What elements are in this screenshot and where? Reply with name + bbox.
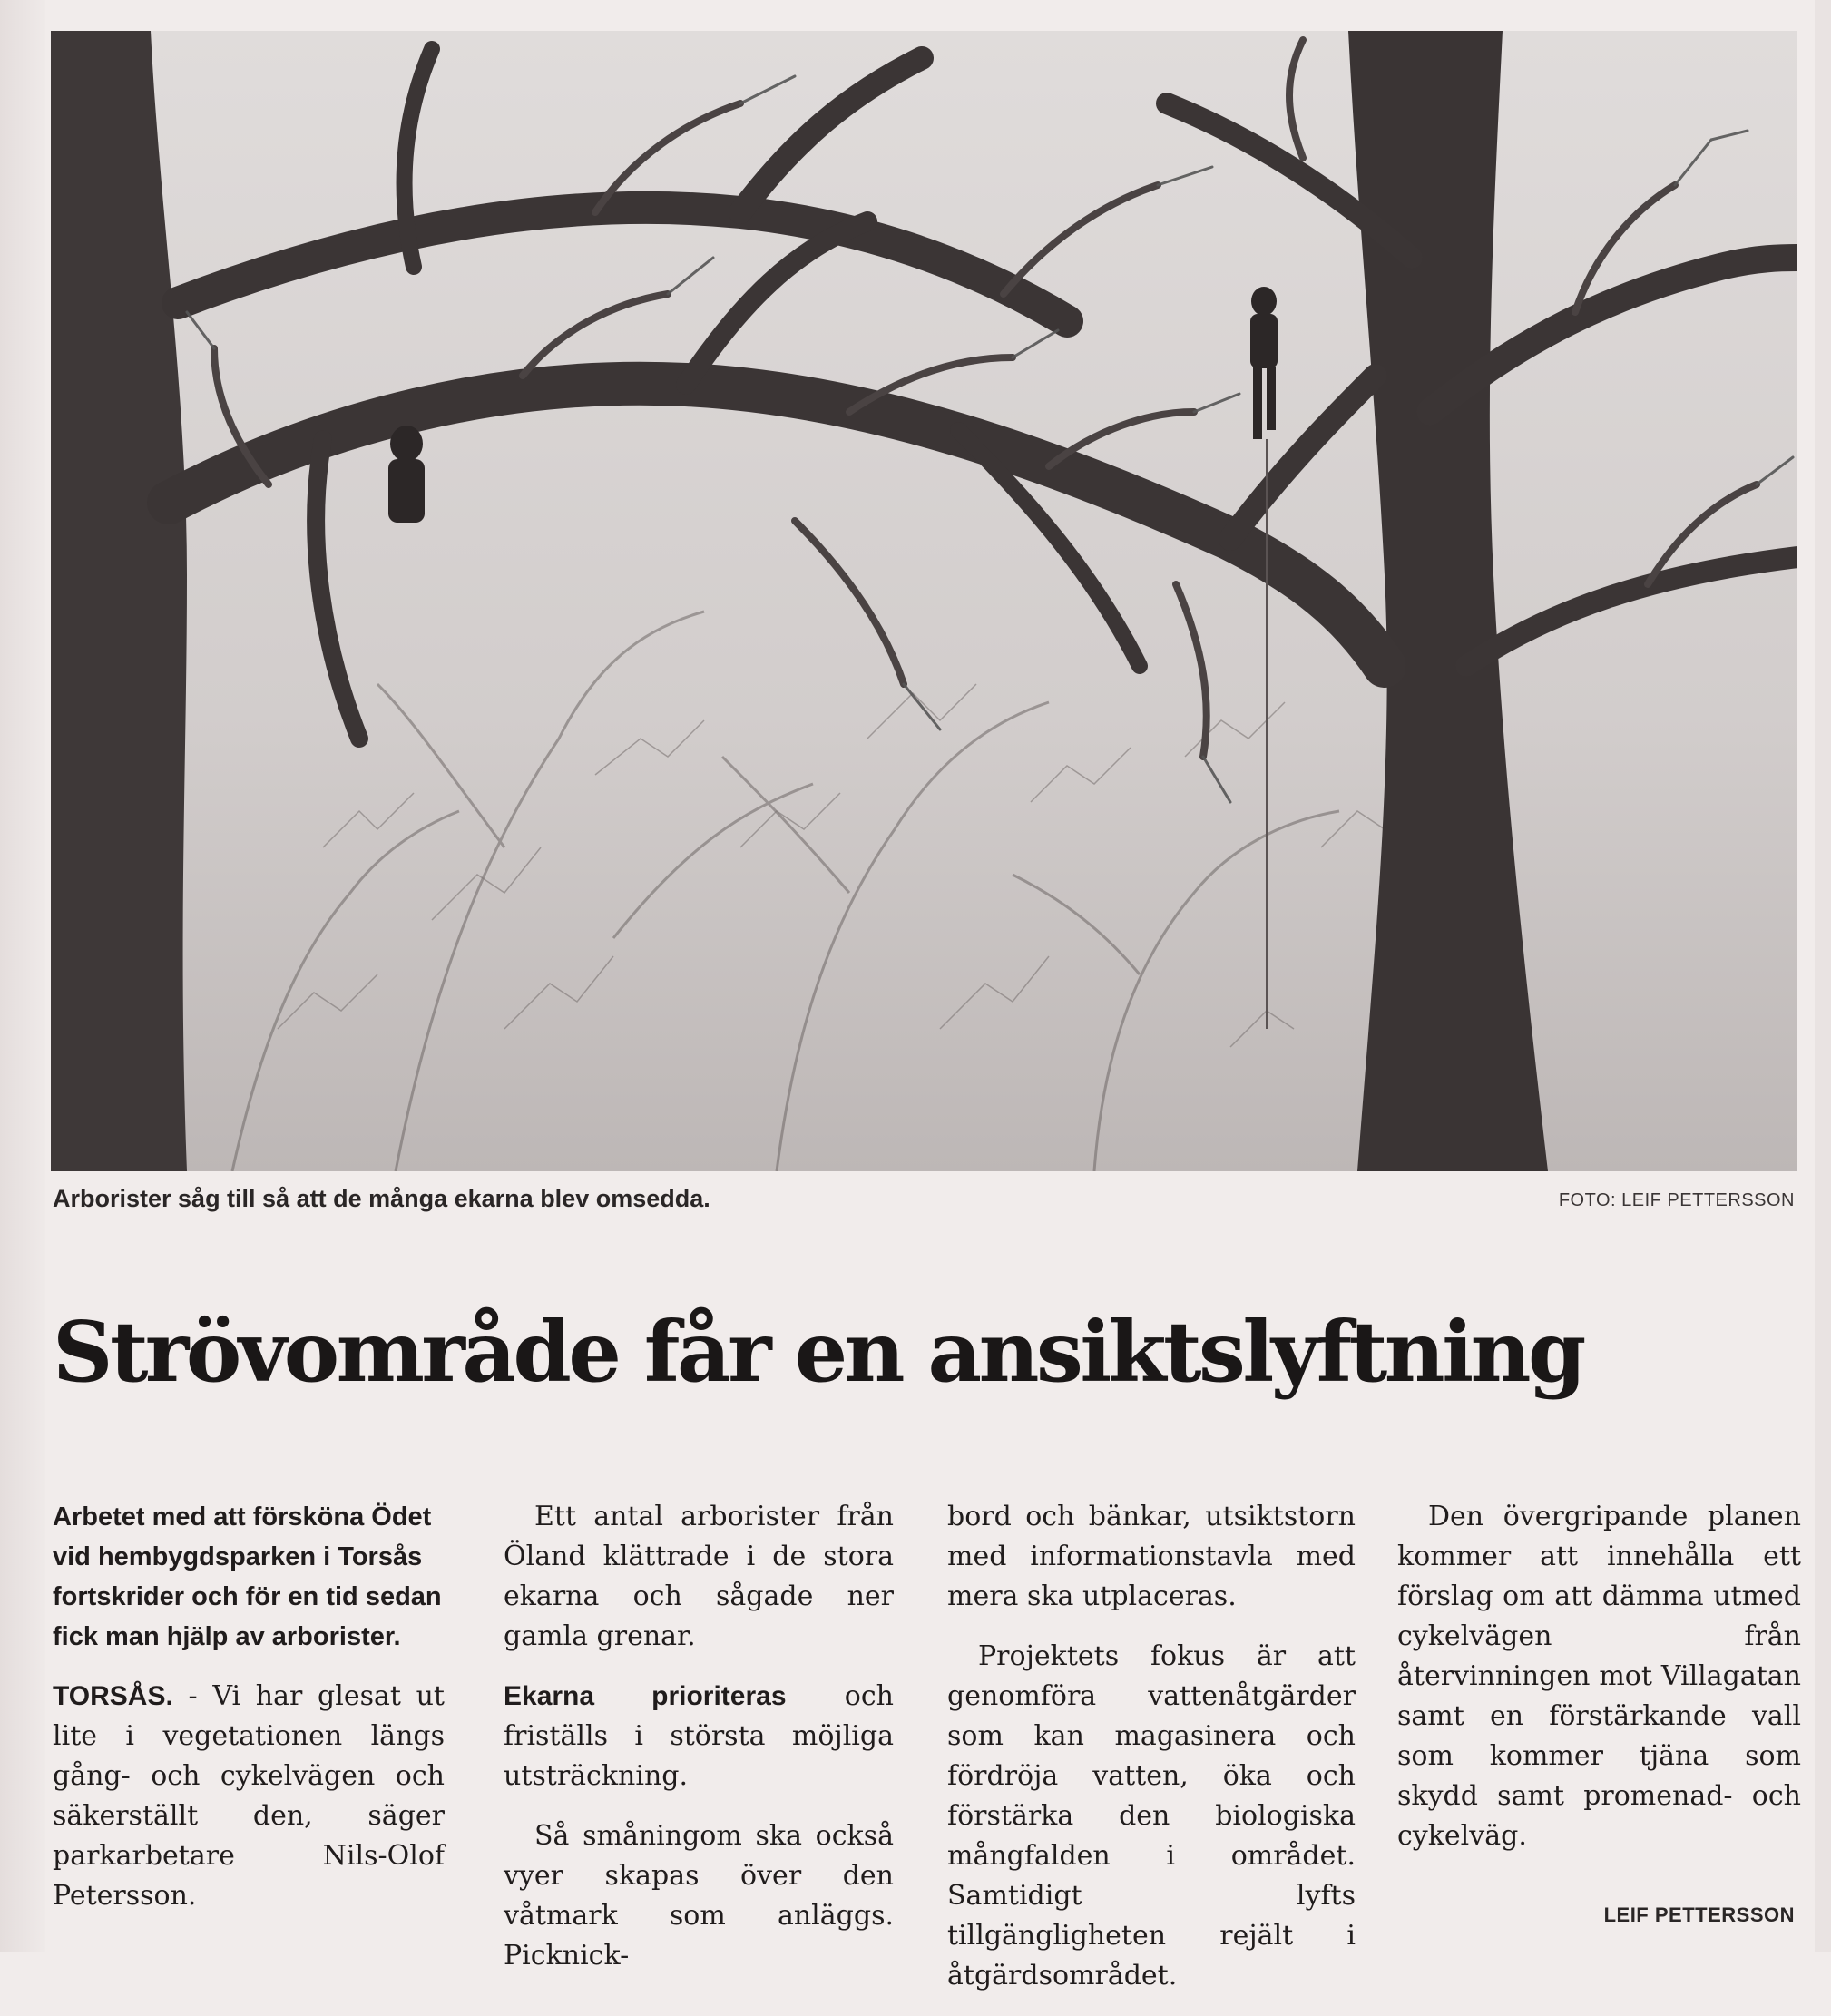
- photo-caption: [53, 1185, 1795, 1221]
- body-paragraph-1: [53, 1677, 445, 1916]
- article-headline: Strövområde får en ansiktslyftning: [53, 1303, 1583, 1401]
- body-paragraph-3: [504, 1677, 894, 1796]
- adjacent-page-edge-right: [1815, 0, 1831, 1952]
- tree-photo-icon: [51, 31, 1797, 1171]
- body-paragraph-4: Så småningom ska också vyer skapas över den våtmark som anläggs. Picknick-: [504, 1820, 894, 1972]
- body-paragraph-2: Ett antal arborister från Öland klättrade i de stora ekarna och sågade ner gamla grenar.: [504, 1501, 894, 1652]
- body-paragraph-6: Den övergripande planen kommer att innehålla ett förslag om att dämma utmed cykelvägen från återvinningen mot Villagatan samt en förstärkande vall som kommer tjäna som skydd samt promenad- och cykelväg.: [1397, 1501, 1801, 1852]
- article-photo: [51, 31, 1797, 1171]
- adjacent-page-edge-left: [0, 0, 45, 1952]
- article-column-3: [947, 1497, 1356, 2016]
- body-paragraph-3-text: och friställs i största möjliga utsträckning.: [504, 1680, 894, 1792]
- article-column-2: [504, 1497, 894, 1996]
- lead-paragraph: Arbetet med att försköna Ödet vid hembygdsparken i Torsås fortskrider och för en tid sedan fick man hjälp av arborister.: [53, 1502, 442, 1651]
- caption-text: Arborister såg till så att de många ekarna blev omsedda.: [53, 1185, 710, 1212]
- body-paragraph-1-text: - Vi har glesat ut lite i vegetationen längs gång- och cykelvägen och säkerställt den, säger parkarbetare Nils-Olof Petersson.: [53, 1680, 445, 1912]
- dateline: TORSÅS.: [53, 1681, 173, 1711]
- body-paragraph-5: Projektets fokus är att genomföra vattenåtgärder som kan magasinera och fördröja vatten, öka och förstärka den biologiska mångfalden i området. Samtidigt lyfts tillgängligheten rejält i åtgärdsområdet.: [947, 1640, 1356, 1992]
- subheading: Ekarna prioriteras: [504, 1681, 787, 1711]
- body-paragraph-4-continued: bord och bänkar, utsiktstorn med informationstavla med mera ska utplaceras.: [947, 1501, 1356, 1612]
- article-column-1: [53, 1497, 445, 1936]
- photo-credit: FOTO: LEIF PETTERSSON: [1558, 1190, 1795, 1210]
- article-column-4: [1397, 1497, 1801, 1876]
- article-byline: LEIF PETTERSSON: [1603, 1903, 1795, 1926]
